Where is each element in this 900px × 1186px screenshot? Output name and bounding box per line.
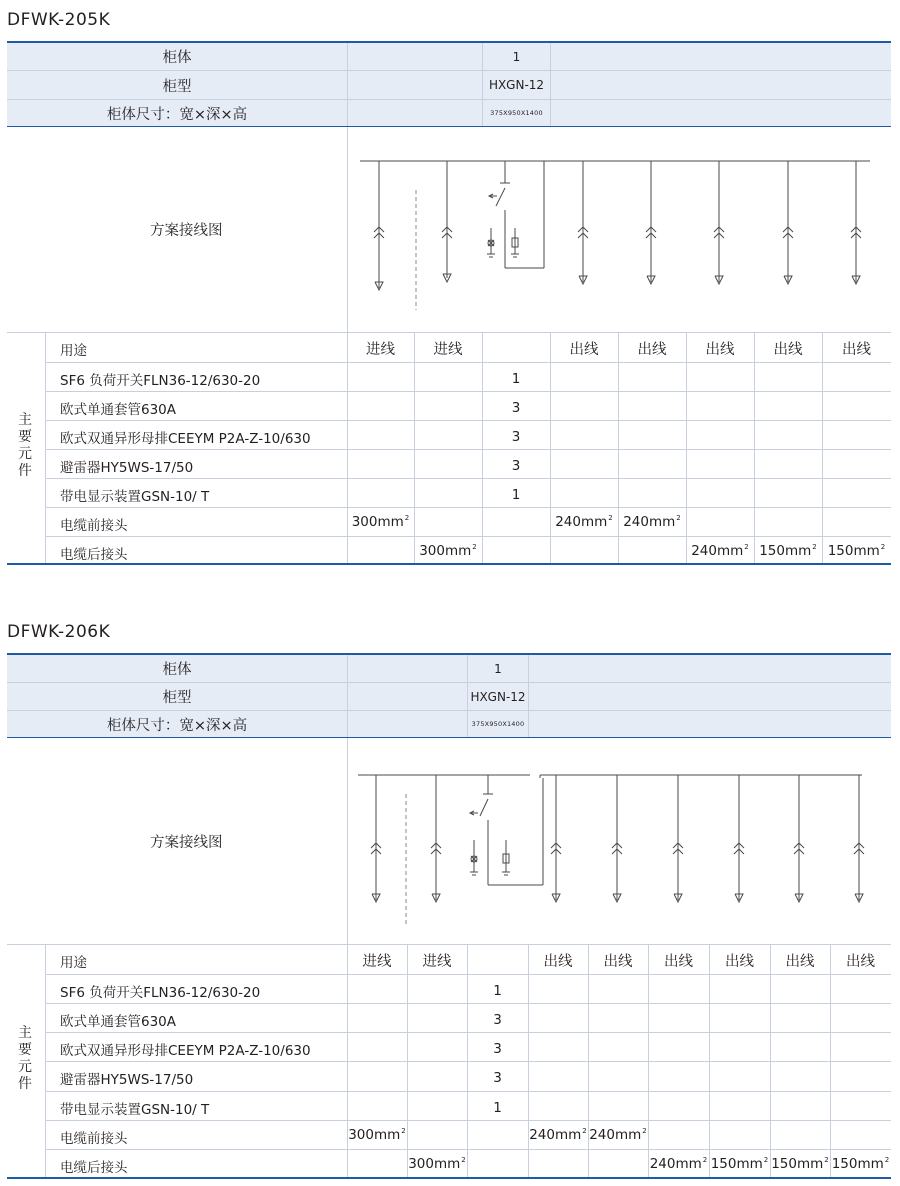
cell-text: 240mm xyxy=(589,1127,642,1143)
usage-label: 用途 xyxy=(60,343,87,359)
cell-text: 300mm xyxy=(408,1156,461,1172)
cell-text: 1 xyxy=(511,371,521,387)
unit-superscript: 2 xyxy=(824,1156,829,1164)
unit-superscript: 2 xyxy=(763,1156,769,1164)
cell-text: 300mm xyxy=(419,543,472,559)
column-header: 出线 xyxy=(842,342,871,358)
column-header: 出线 xyxy=(785,954,815,970)
cell-value xyxy=(407,1156,467,1172)
cell-value xyxy=(467,983,528,999)
cell-value xyxy=(467,1070,528,1086)
row-label: 带电显示装置GSN-10/ T xyxy=(60,1102,210,1118)
row-divider xyxy=(45,1061,891,1062)
cell-text: 150mm xyxy=(759,543,812,559)
cell-value xyxy=(467,1012,528,1028)
cell-value xyxy=(588,1127,648,1143)
grid-top xyxy=(7,944,891,945)
column-header: 出线 xyxy=(705,342,735,358)
unit-superscript: 2 xyxy=(676,514,681,522)
size-value: 375X950X1400 xyxy=(482,100,551,126)
row-label: SF6 负荷开关FLN36-12/630-20 xyxy=(60,985,261,1001)
column-header: 出线 xyxy=(569,342,599,358)
cell-text: 150mm xyxy=(827,543,880,559)
row-label: 电缆后接头 xyxy=(60,1160,128,1176)
section-label: 主要元件 xyxy=(18,412,32,479)
header-row-size xyxy=(7,711,891,738)
row-divider xyxy=(45,1032,891,1033)
section-label: 主要元件 xyxy=(18,1025,32,1092)
row-label: 电缆前接头 xyxy=(60,1131,128,1147)
cell-text: 3 xyxy=(493,1012,502,1028)
cell-text: 3 xyxy=(511,400,521,416)
unit-superscript: 2 xyxy=(884,1156,890,1164)
column-header: 出线 xyxy=(637,342,667,358)
cabinet-value: 1 xyxy=(467,655,529,682)
row-label: 电缆前接头 xyxy=(60,518,128,534)
cell-text: 150mm xyxy=(771,1156,824,1172)
unit-superscript: 2 xyxy=(812,543,817,551)
cell-text: 1 xyxy=(511,487,521,503)
unit-superscript: 2 xyxy=(702,1156,708,1164)
cell-text: 3 xyxy=(511,429,521,445)
row-divider xyxy=(45,1149,891,1150)
cell-text: 3 xyxy=(493,1041,502,1057)
unit-superscript: 2 xyxy=(880,543,886,551)
unit-superscript: 2 xyxy=(608,514,613,522)
unit-superscript: 2 xyxy=(461,1156,466,1164)
cell-value xyxy=(467,1100,528,1116)
size-label: 柜体尺寸：宽×深×高 xyxy=(106,106,248,123)
column-header: 出线 xyxy=(664,954,693,970)
unit-superscript: 2 xyxy=(401,1127,406,1135)
column-header: 进线 xyxy=(433,342,463,358)
cell-text: 1 xyxy=(493,983,502,999)
row-label: 欧式双通异形母排CEEYM P2A-Z-10/630 xyxy=(60,1043,311,1059)
model-title: DFWK-206K xyxy=(7,622,111,642)
unit-superscript: 2 xyxy=(404,514,410,522)
row-label: SF6 负荷开关FLN36-12/630-20 xyxy=(60,373,261,389)
size-value: 375X950X1400 xyxy=(467,711,529,737)
cell-text: 3 xyxy=(493,1070,502,1086)
cell-text: 240mm xyxy=(691,543,744,559)
model-title: DFWK-205K xyxy=(7,10,111,30)
row-label: 避雷器HY5WS-17/50 xyxy=(60,1072,194,1088)
cell-text: 300mm xyxy=(348,1127,401,1143)
diagram-label: 方案接线图 xyxy=(150,223,223,239)
unit-superscript: 2 xyxy=(744,543,749,551)
unit-superscript: 2 xyxy=(472,543,477,551)
cell-value xyxy=(347,1127,407,1143)
row-label: 带电显示装置GSN-10/ T xyxy=(60,489,210,505)
cell-text: 240mm xyxy=(649,1156,702,1172)
column-header: 进线 xyxy=(366,342,395,358)
header-row-cabinet xyxy=(7,655,891,683)
header-rule xyxy=(7,737,891,738)
row-label: 电缆后接头 xyxy=(60,547,128,563)
type-value: HXGN-12 xyxy=(482,71,551,99)
diagram-label: 方案接线图 xyxy=(150,835,223,851)
cell-text: 1 xyxy=(493,1100,502,1116)
cell-text: 300mm xyxy=(351,514,404,530)
cell-value xyxy=(770,1156,830,1172)
column-header: 出线 xyxy=(773,342,803,358)
row-label: 欧式双通异形母排CEEYM P2A-Z-10/630 xyxy=(60,431,311,447)
type-value: HXGN-12 xyxy=(467,683,529,710)
column-header: 出线 xyxy=(603,954,633,970)
cell-value xyxy=(830,1156,891,1172)
row-divider xyxy=(45,1120,891,1121)
type-label: 柜型 xyxy=(162,78,192,95)
cell-value xyxy=(528,1127,588,1143)
unit-superscript: 2 xyxy=(642,1127,647,1135)
cell-value xyxy=(648,1156,709,1172)
row-divider xyxy=(45,974,891,975)
diagram-divider xyxy=(347,738,348,944)
row-divider xyxy=(45,1091,891,1092)
cell-text: 150mm xyxy=(831,1156,884,1172)
unit-superscript: 2 xyxy=(582,1127,587,1135)
row-divider xyxy=(45,1003,891,1004)
type-label: 柜型 xyxy=(162,690,192,706)
size-label: 柜体尺寸：宽×深×高 xyxy=(106,717,248,734)
cabinet-label: 柜体 xyxy=(162,50,192,66)
cell-value xyxy=(467,1041,528,1057)
header-row-type xyxy=(7,683,891,711)
row-label: 欧式单通套管630A xyxy=(60,1014,177,1030)
column-header: 进线 xyxy=(362,954,392,970)
column-header: 出线 xyxy=(543,954,573,970)
header-divider xyxy=(347,655,348,737)
cell-value xyxy=(709,1156,770,1172)
column-header: 出线 xyxy=(846,954,875,970)
cell-text: 240mm xyxy=(623,514,676,530)
cabinet-value: 1 xyxy=(482,43,551,70)
column-header: 进线 xyxy=(422,954,452,970)
cell-text: 240mm xyxy=(555,514,608,530)
row-label: 欧式单通套管630A xyxy=(60,402,177,418)
column-header: 出线 xyxy=(725,954,754,970)
cell-text: 240mm xyxy=(529,1127,582,1143)
usage-label: 用途 xyxy=(60,955,87,971)
cell-text: 150mm xyxy=(710,1156,763,1172)
row-label: 避雷器HY5WS-17/50 xyxy=(60,460,194,476)
cabinet-label: 柜体 xyxy=(162,662,192,678)
cell-text: 3 xyxy=(511,458,521,474)
bottom-rule xyxy=(7,1177,891,1179)
wiring-diagram xyxy=(355,764,875,924)
